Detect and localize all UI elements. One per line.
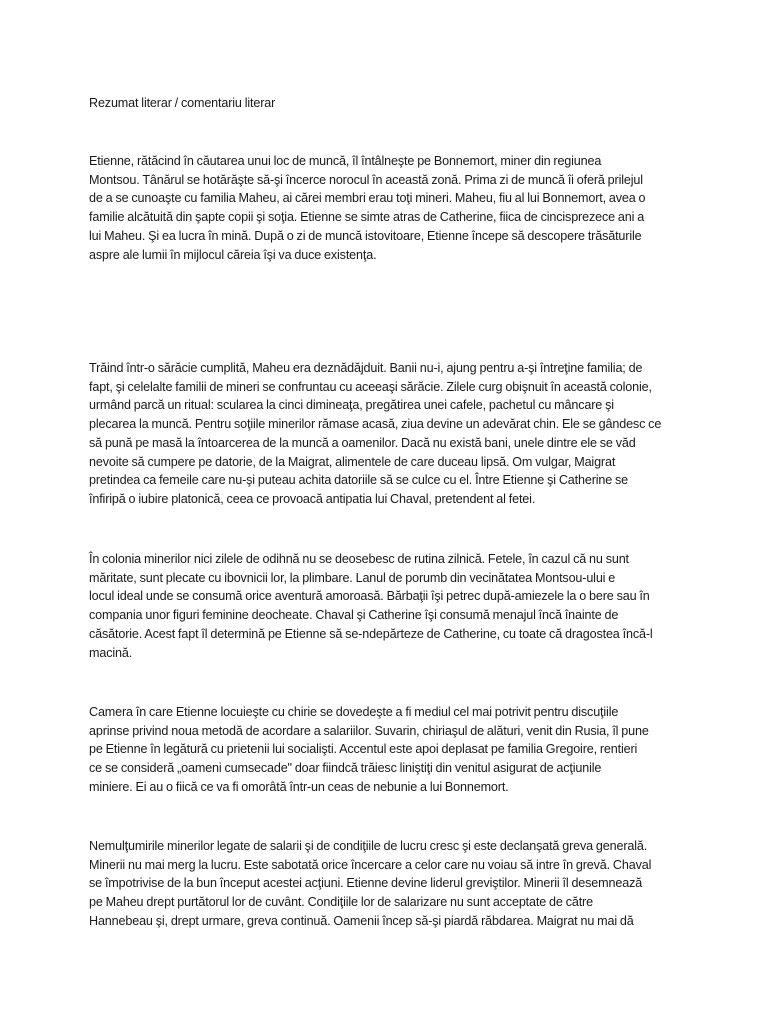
text-line: să pună pe masă la întoarcerea de la muncă a oamenilor. Dacă nu există bani, unele dintre ele se văd bbox=[89, 435, 636, 450]
text-line: compania unor figuri feminine deocheate. Chaval şi Catherine îşi consumă menajul încă înainte de bbox=[89, 608, 619, 623]
text-line: nevoite să cumpere pe datorie, de la Maigrat, alimentele de care duceau lipsă. Om vulgar, Maigrat bbox=[89, 454, 616, 469]
text-line: aprinse privind noua metodă de acordare a salariilor. Suvarin, chiriaşul de alături, venit din Rusia, îl pune bbox=[89, 723, 649, 738]
text-line: înfiripă o iubire platonică, ceea ce provoacă antipatia lui Chaval, pretendent al fetei. bbox=[89, 491, 536, 506]
text-line: pe Etienne în legătură cu prietenii lui socialişti. Accentul este apoi deplasat pe familia Gregoire, rentieri bbox=[89, 742, 638, 757]
text-line: miniere. Ei au o fiică ce va fi omorâtă într-un ceas de nebunie a lui Bonnemort. bbox=[89, 779, 509, 794]
document-title bbox=[89, 94, 689, 113]
paragraph-4 bbox=[89, 703, 689, 797]
text-line: aspre ale lumii în mijlocul căreia îşi va duce existenţa. bbox=[89, 247, 377, 262]
text-line: familie alcătuită din şapte copii şi soţia. Etienne se simte atras de Catherine, fiica de cincisprezece ani a bbox=[89, 210, 645, 225]
text-line: Minerii nu mai merg la lucru. Este sabotată orice încercare a celor care nu voiau să intre în grevă. Chaval bbox=[89, 857, 652, 872]
text-line: fapt, şi celelalte familii de mineri se confruntau cu aceeaşi sărăcie. Zilele curg obişnuit în această colonie, bbox=[89, 379, 652, 394]
paragraph-1 bbox=[89, 152, 689, 264]
text-line: macină. bbox=[89, 645, 133, 660]
paragraph-3 bbox=[89, 550, 689, 662]
text-line: de a se cunoaşte cu familia Maheu, ai cărei membri erau toţi mineri. Maheu, fiu al lui Bonnemort, avea o bbox=[89, 191, 646, 206]
text-line: măritate, sunt plecate cu ibovnicii lor, la plimbare. Lanul de porumb din vecinătatea Montsou-ului e bbox=[89, 570, 616, 585]
text-line: Etienne, rătăcind în căutarea unui loc de muncă, îl întâlneşte pe Bonnemort, miner din regiunea bbox=[89, 154, 602, 168]
text-line: lui Maheu. Şi ea lucra în mină. După o zi de muncă istovitoare, Etienne începe să descopere trăsăturile bbox=[89, 228, 642, 243]
text-line: Hannebeau şi, drept urmare, greva continuă. Oamenii încep să-şi piardă răbdarea. Maigrat nu mai dă bbox=[89, 913, 634, 928]
text-line: Nemulţumirile minerilor legate de salarii şi de condiţiile de lucru cresc şi este declanşată greva generală. bbox=[89, 839, 648, 853]
text-line: pretindea ca femeile care nu-şi puteau achita datoriile să se culce cu el. Între Etienne şi Catherine se bbox=[89, 473, 629, 488]
paragraph-2 bbox=[89, 359, 689, 509]
text-line: urmând parcă un ritual: scularea la cinci dimineaţa, pregătirea unei cafele, pachetul cu mâncare şi bbox=[89, 398, 614, 413]
text-line: Trăind într-o sărăcie cumplită, Maheu era deznădăjduit. Banii nu-i, ajung pentru a-şi întreţine familia; de bbox=[89, 361, 643, 375]
text-line: Montsou. Tânărul se hotărăşte să-şi încerce norocul în această zonă. Prima zi de muncă îi oferă prilejul bbox=[89, 172, 643, 187]
text-line: ce se consideră „oameni cumsecade" doar fiindcă trăiesc liniştiţi din venitul asigurat de acţiunile bbox=[89, 761, 602, 776]
text-line: locul ideal unde se consumă orice aventură amoroasă. Bărbaţii îşi petrec după-amiezele la o bere sau în bbox=[89, 589, 650, 604]
text-line: pe Maheu drept purtătorul lor de cuvânt. Condiţiile lor de salarizare nu sunt acceptate de către bbox=[89, 895, 593, 910]
text-line: căsătorie. Acest fapt îl determină pe Etienne să se-ndepărteze de Catherine, cu toate că dragostea încă-l bbox=[89, 626, 653, 641]
text-line: plecarea la muncă. Pentru soţiile minerilor rămase acasă, ziua devine un adevărat chin. Ele se gândesc ce bbox=[89, 417, 662, 432]
text-line: se împotrivise de la bun început acestei acţiuni. Etienne devine liderul greviştilor. Minerii îl desemnează bbox=[89, 876, 643, 891]
paragraph-5 bbox=[89, 837, 689, 931]
text-line: În colonia minerilor nici zilele de odihnă nu se deosebesc de rutina zilnică. Fetele, în cazul că nu sunt bbox=[89, 552, 629, 566]
text-line: Camera în care Etienne locuieşte cu chirie se dovedeşte a fi mediul cel mai potrivit pentru discuţiile bbox=[89, 705, 619, 719]
title-text: Rezumat literar / comentariu literar bbox=[89, 96, 276, 110]
